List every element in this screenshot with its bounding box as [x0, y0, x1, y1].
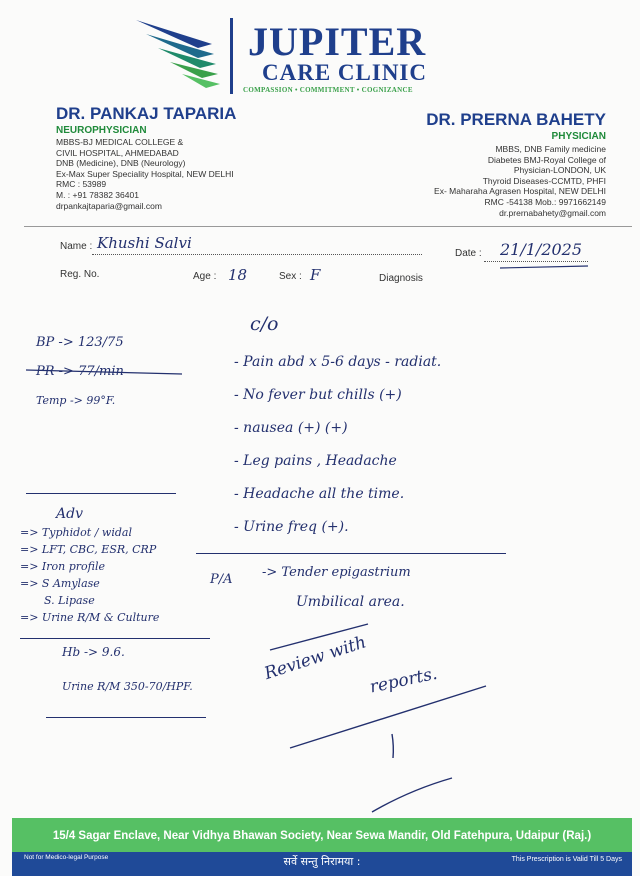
doctor-right-qualifications: MBBS, DNB Family medicine Diabetes BMJ-Royal College of Physician-LONDON, UK Thyroid Diseases-CCMTD, PHFI Ex- Maharaha Agrasen Hospital, NEW DELHI RMC -54138 Mob.: 9971662149 dr.prernabahety@gmail.com [434, 144, 606, 218]
result-hb: Hb -> 9.6. [62, 645, 125, 659]
visit-date: 21/1/2025 [500, 240, 583, 259]
clinic-name: JUPITER [248, 19, 427, 64]
footer [12, 818, 632, 876]
advice-item: => Iron profile [20, 560, 106, 573]
footer-validity-note: This Prescription is Valid Till 5 Days [511, 856, 622, 863]
complaint-item: - Headache all the time. [234, 486, 405, 502]
doctor-left-name: DR. PANKAJ TAPARIA [56, 104, 237, 123]
advice-item: => Typhidot / widal [20, 526, 132, 539]
complaint-item: - nausea (+) (+) [234, 420, 348, 436]
complaints-heading: c/o [250, 313, 279, 335]
date-label: Date : [455, 248, 482, 259]
exam-pa-label: P/A [210, 572, 233, 587]
advice-item: => LFT, CBC, ESR, CRP [20, 543, 157, 556]
doctor-right-specialty: PHYSICIAN [551, 131, 606, 142]
footer-address: 15/4 Sagar Enclave, Near Vidhya Bhawan Society, Near Sewa Mandir, Old Fatehpura, Udaipur (Raj.) [52, 830, 592, 842]
exam-finding-2: Umbilical area. [296, 594, 405, 610]
footer-motto: सर्वे सन्तु निरामया : [283, 855, 361, 868]
footer-legal-note: Not for Medico-legal Purpose [24, 854, 109, 861]
advice-item: => Urine R/M & Culture [20, 611, 160, 624]
complaint-item: - No fever but chills (+) [234, 387, 402, 403]
plan-line-2: reports. [368, 663, 440, 698]
reg-label: Reg. No. [60, 269, 100, 280]
advice-item: S. Lipase [44, 594, 95, 607]
complaint-item: - Urine freq (+). [234, 519, 349, 535]
doctor-right-name: DR. PRERNA BAHETY [426, 110, 606, 129]
vital-temp: Temp -> 99°F. [36, 394, 116, 407]
age-label: Age : [193, 271, 217, 282]
vital-bp: BP -> 123/75 [36, 335, 124, 350]
complaint-item: - Pain abd x 5-6 days - radiat. [234, 354, 442, 370]
plan-line-1: Review with [262, 632, 369, 685]
doctor-left-specialty: NEUROPHYSICIAN [56, 125, 147, 136]
result-urine: Urine R/M 350-70/HPF. [62, 680, 193, 693]
sex-label: Sex : [279, 271, 302, 282]
clinic-tagline: COMPASSION • COMMITMENT • COGNIZANCE [243, 86, 413, 94]
exam-finding-1: -> Tender epigastrium [262, 565, 411, 580]
advice-heading: Adv [56, 506, 83, 522]
name-label: Name : [60, 241, 93, 252]
doctor-left-qualifications: MBBS-BJ MEDICAL COLLEGE & CIVIL HOSPITAL, AHMEDABAD DNB (Medicine), DNB (Neurology) Ex-Max Super Speciality Hospital, NEW DELHI RMC : 53989 M. : +91 78382 36401 drpankajtaparia@gmail.com [56, 137, 234, 211]
diagnosis-label: Diagnosis [379, 273, 423, 284]
complaint-item: - Leg pains , Headache [234, 453, 397, 469]
vital-pr: PR -> 77/min [36, 364, 124, 379]
clinic-subname: CARE CLINIC [262, 60, 427, 85]
patient-sex: F [310, 266, 321, 284]
advice-item: => S Amylase [20, 577, 100, 590]
patient-age: 18 [228, 266, 248, 284]
patient-name: Khushi Salvi [97, 234, 192, 252]
